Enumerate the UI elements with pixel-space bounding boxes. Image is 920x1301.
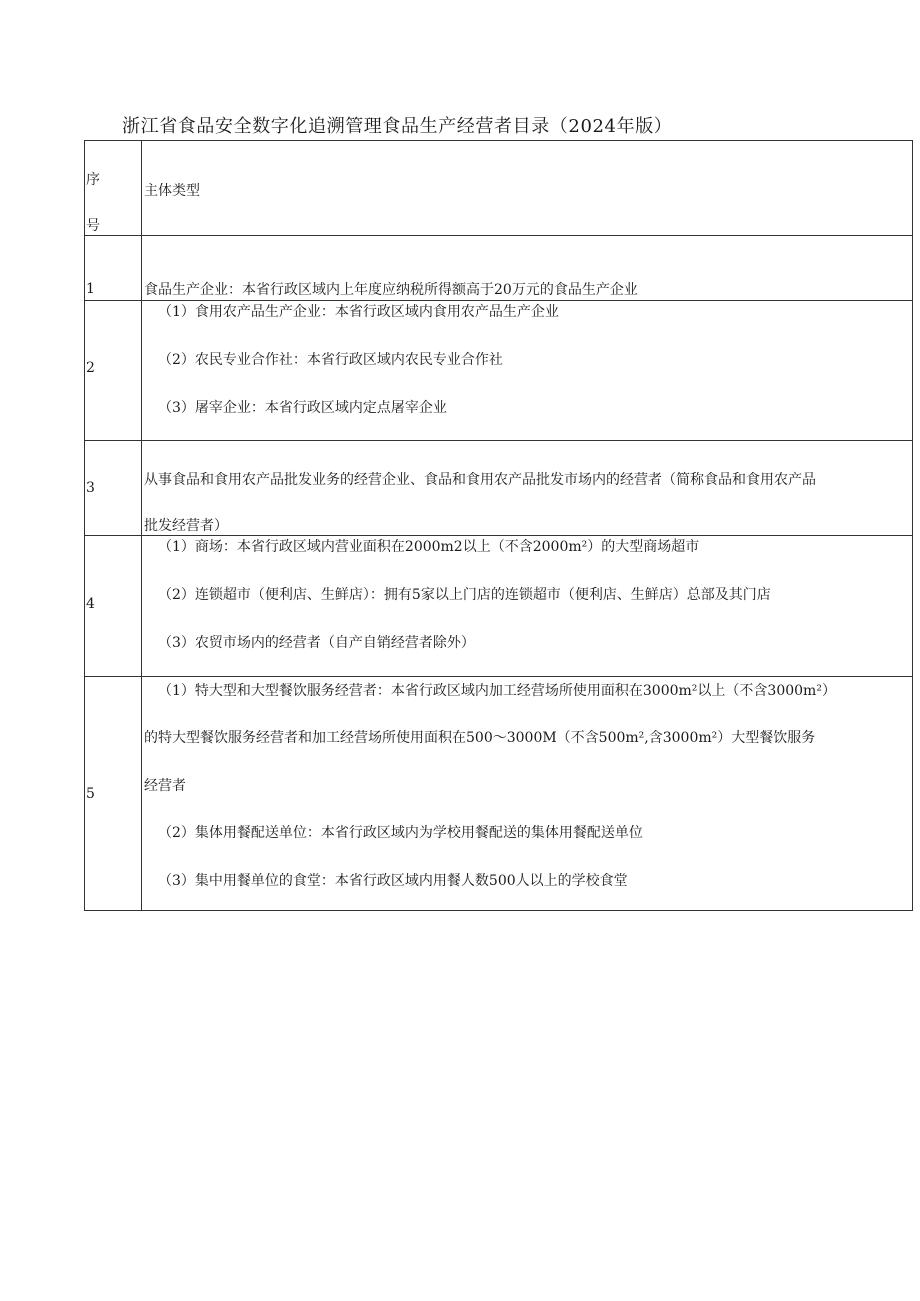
row-num: 1 xyxy=(86,281,95,297)
row-num: 5 xyxy=(86,786,95,802)
row-line: 经营者 xyxy=(144,778,186,794)
row-num: 3 xyxy=(86,480,95,496)
row-line: （3）集中用餐单位的食堂：本省行政区域内用餐人数500人以上的学校食堂 xyxy=(158,873,628,889)
row-type-cell xyxy=(142,677,913,911)
row-line: 从事食品和食用农产品批发业务的经营企业、食品和食用农产品批发市场内的经营者（简称食品和食用农产品 xyxy=(144,472,816,488)
row-line: （1）食用农产品生产企业：本省行政区域内食用农产品生产企业 xyxy=(158,304,559,320)
document-title: 浙江省食品安全数字化追溯管理食品生产经营者目录（2024年版） xyxy=(122,116,673,137)
row-line: （3）农贸市场内的经营者（自产自销经营者除外） xyxy=(158,635,475,651)
catalog-table xyxy=(84,140,913,911)
table-row xyxy=(85,236,913,301)
row-num-cell xyxy=(85,677,142,911)
row-line: 食品生产企业：本省行政区域内上年度应纳税所得额高于20万元的食品生产企业 xyxy=(144,282,638,298)
row-line: （2）连锁超市（便利店、生鲜店）：拥有5家以上门店的连锁超市（便利店、生鲜店）总部及其门店 xyxy=(158,587,771,603)
header-num-cell xyxy=(85,141,142,236)
row-type-cell xyxy=(142,536,913,677)
row-line: 的特大型餐饮服务经营者和加工经营场所使用面积在500～3000M（不含500m²,含3000m²）大型餐饮服务 xyxy=(144,730,816,746)
row-type-cell xyxy=(142,236,913,301)
table-row xyxy=(85,536,913,677)
row-line: 批发经营者） xyxy=(144,518,228,534)
table-row xyxy=(85,677,913,911)
row-num-cell xyxy=(85,236,142,301)
header-type-cell xyxy=(142,141,913,236)
row-num: 4 xyxy=(86,596,95,612)
row-line: （2）集体用餐配送单位：本省行政区域内为学校用餐配送的集体用餐配送单位 xyxy=(158,825,643,841)
table-row xyxy=(85,441,913,536)
row-type-cell xyxy=(142,441,913,536)
row-line: （1）商场：本省行政区域内营业面积在2000m2以上（不含2000m²）的大型商场超市 xyxy=(158,539,700,555)
row-line: （3）屠宰企业：本省行政区域内定点屠宰企业 xyxy=(158,400,447,416)
table-row xyxy=(85,301,913,441)
row-type-cell xyxy=(142,301,913,441)
row-num-cell xyxy=(85,536,142,677)
row-num-cell xyxy=(85,301,142,441)
table-header-row xyxy=(85,141,913,236)
header-type-label: 主体类型 xyxy=(144,183,200,199)
row-num: 2 xyxy=(86,360,95,376)
row-num-cell xyxy=(85,441,142,536)
row-line: （1）特大型和大型餐饮服务经营者：本省行政区域内加工经营场所使用面积在3000m²以上（不含3000m²） xyxy=(158,683,836,699)
header-num-label-top: 序 xyxy=(86,172,100,188)
row-line: （2）农民专业合作社：本省行政区域内农民专业合作社 xyxy=(158,352,503,368)
header-num-label-bottom: 号 xyxy=(86,218,100,234)
